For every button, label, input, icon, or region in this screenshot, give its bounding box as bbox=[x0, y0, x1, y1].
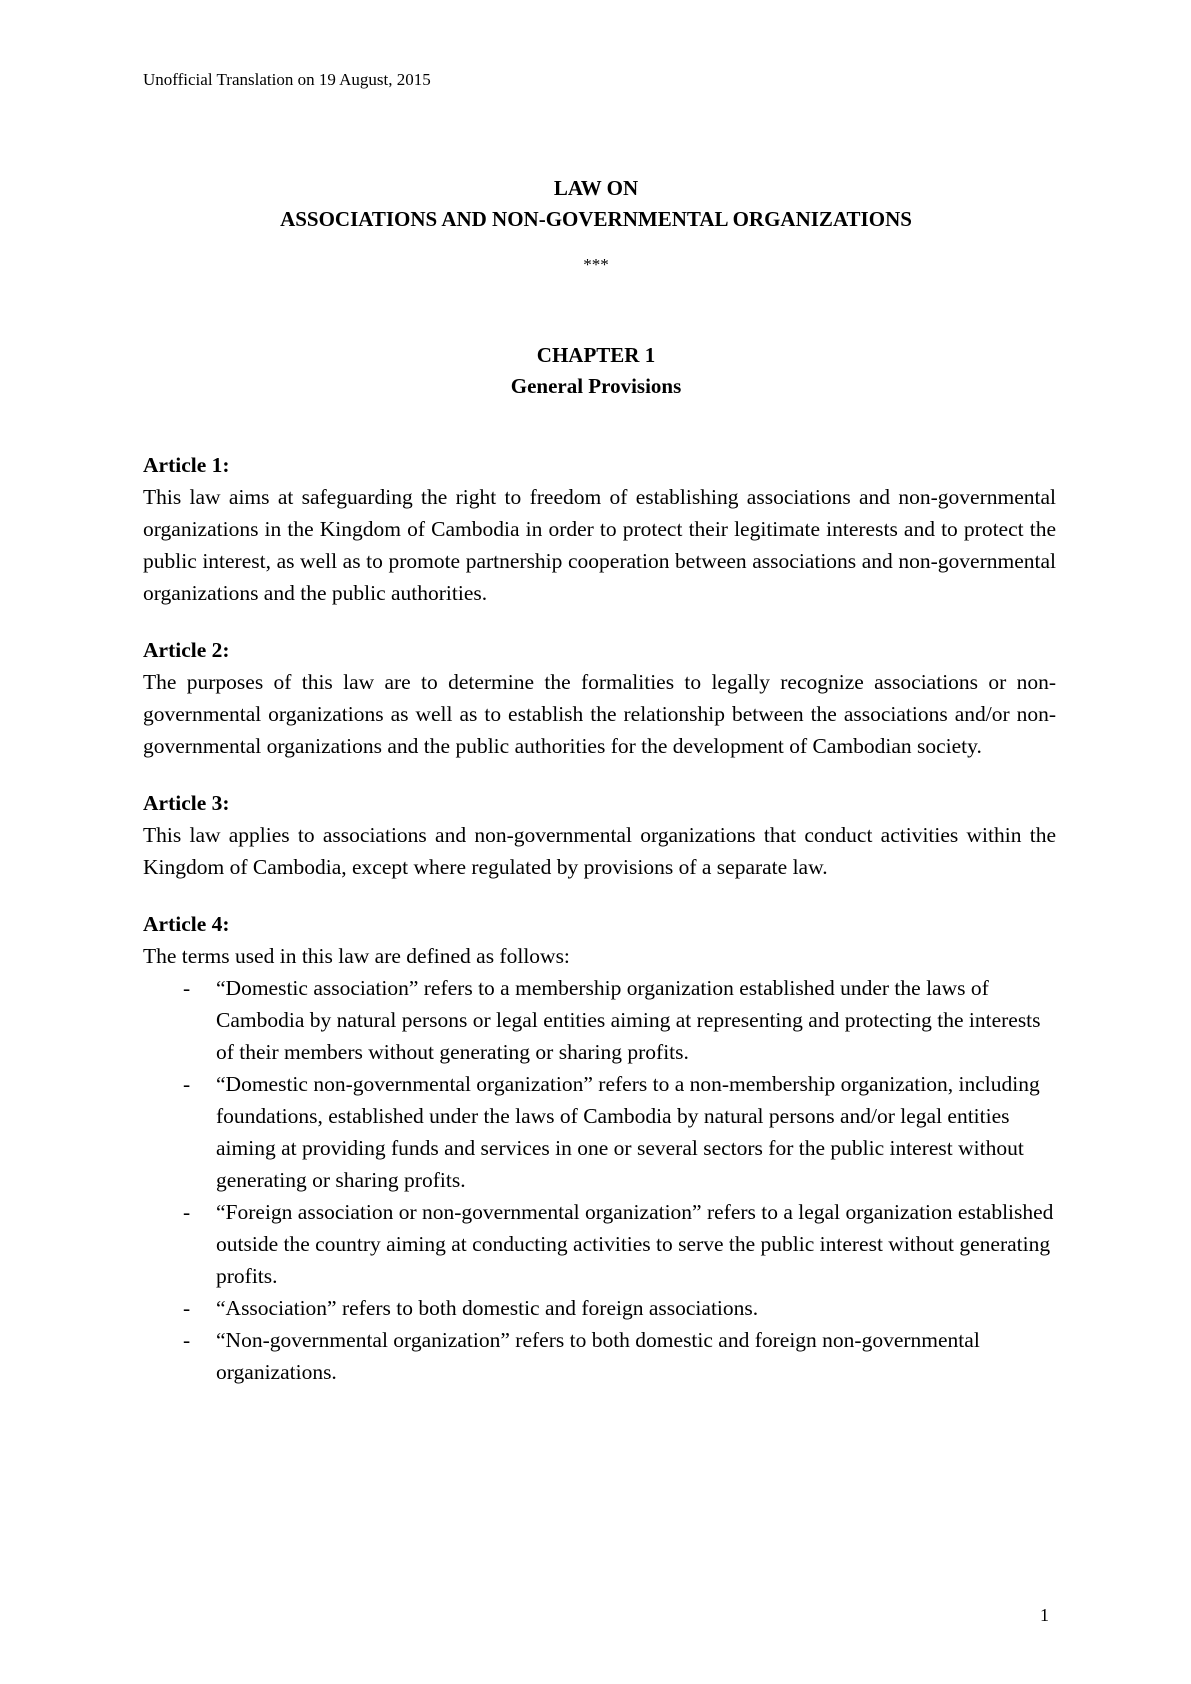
article-heading: Article 2: bbox=[143, 638, 230, 662]
chapter-name: General Provisions bbox=[510, 374, 682, 398]
document-title bbox=[143, 173, 1049, 235]
definition-text: “Domestic association” refers to a membership organization established under the laws of Cambodia by natural persons or legal entities aiming at representing and protecting the interests of their members without generating or sharing profits. bbox=[216, 976, 1041, 1064]
definition-text: “Non-governmental organization” refers to both domestic and foreign non-governmental organizations. bbox=[216, 1328, 980, 1384]
document-body bbox=[143, 449, 1056, 1413]
definition-text: “Foreign association or non-governmental organization” refers to a legal organization established outside the country aiming at conducting activities to serve the public interest without generating profits. bbox=[216, 1200, 1054, 1288]
definition-text: “Association” refers to both domestic and foreign associations. bbox=[216, 1296, 759, 1320]
definition-item bbox=[143, 1196, 1056, 1292]
separator: *** bbox=[583, 255, 609, 274]
article-text: The terms used in this law are defined as follows: bbox=[143, 944, 570, 968]
definition-item bbox=[143, 972, 1056, 1068]
page-number: 1 bbox=[1040, 1605, 1049, 1625]
article-3 bbox=[143, 787, 1056, 883]
definition-text: “Domestic non-governmental organization” refers to a non-membership organization, including foundations, established under the laws of Cambodia by natural persons and/or legal entities aiming at providing funds and services in one or several sectors for the public interest without generating or sharing profits. bbox=[216, 1072, 1040, 1192]
list-dash: - bbox=[183, 1072, 191, 1096]
definition-item bbox=[143, 1292, 1056, 1324]
definition-item bbox=[143, 1068, 1056, 1196]
article-2 bbox=[143, 634, 1056, 762]
list-dash: - bbox=[183, 1200, 191, 1224]
definition-item bbox=[143, 1324, 1056, 1388]
chapter-number: CHAPTER 1 bbox=[536, 343, 656, 367]
list-dash: - bbox=[183, 976, 191, 1000]
definitions-list bbox=[143, 972, 1056, 1388]
chapter-heading bbox=[143, 340, 1049, 402]
article-text: This law aims at safeguarding the right to freedom of establishing associations and non-governmental organizations in the Kingdom of Cambodia in order to protect their legitimate interests and to protect the public interest, as well as to promote partnership cooperation between associations and non-governmental organizations and the public authorities. bbox=[143, 485, 1056, 605]
article-4 bbox=[143, 908, 1056, 1388]
article-1 bbox=[143, 449, 1056, 609]
article-heading: Article 4: bbox=[143, 912, 230, 936]
article-heading: Article 1: bbox=[143, 453, 230, 477]
title-line-1: LAW ON bbox=[553, 176, 639, 200]
title-line-2: ASSOCIATIONS AND NON-GOVERNMENTAL ORGANIZATIONS bbox=[280, 207, 912, 231]
list-dash: - bbox=[183, 1296, 191, 1320]
list-dash: - bbox=[183, 1328, 191, 1352]
translation-note: Unofficial Translation on 19 August, 2015 bbox=[143, 70, 431, 89]
article-text: The purposes of this law are to determine the formalities to legally recognize associations or non-governmental organizations as well as to establish the relationship between the associations and/or non-governmental organizations and the public authorities for the development of Cambodian society. bbox=[143, 670, 1056, 758]
article-text: This law applies to associations and non-governmental organizations that conduct activities within the Kingdom of Cambodia, except where regulated by provisions of a separate law. bbox=[143, 823, 1056, 879]
article-heading: Article 3: bbox=[143, 791, 230, 815]
